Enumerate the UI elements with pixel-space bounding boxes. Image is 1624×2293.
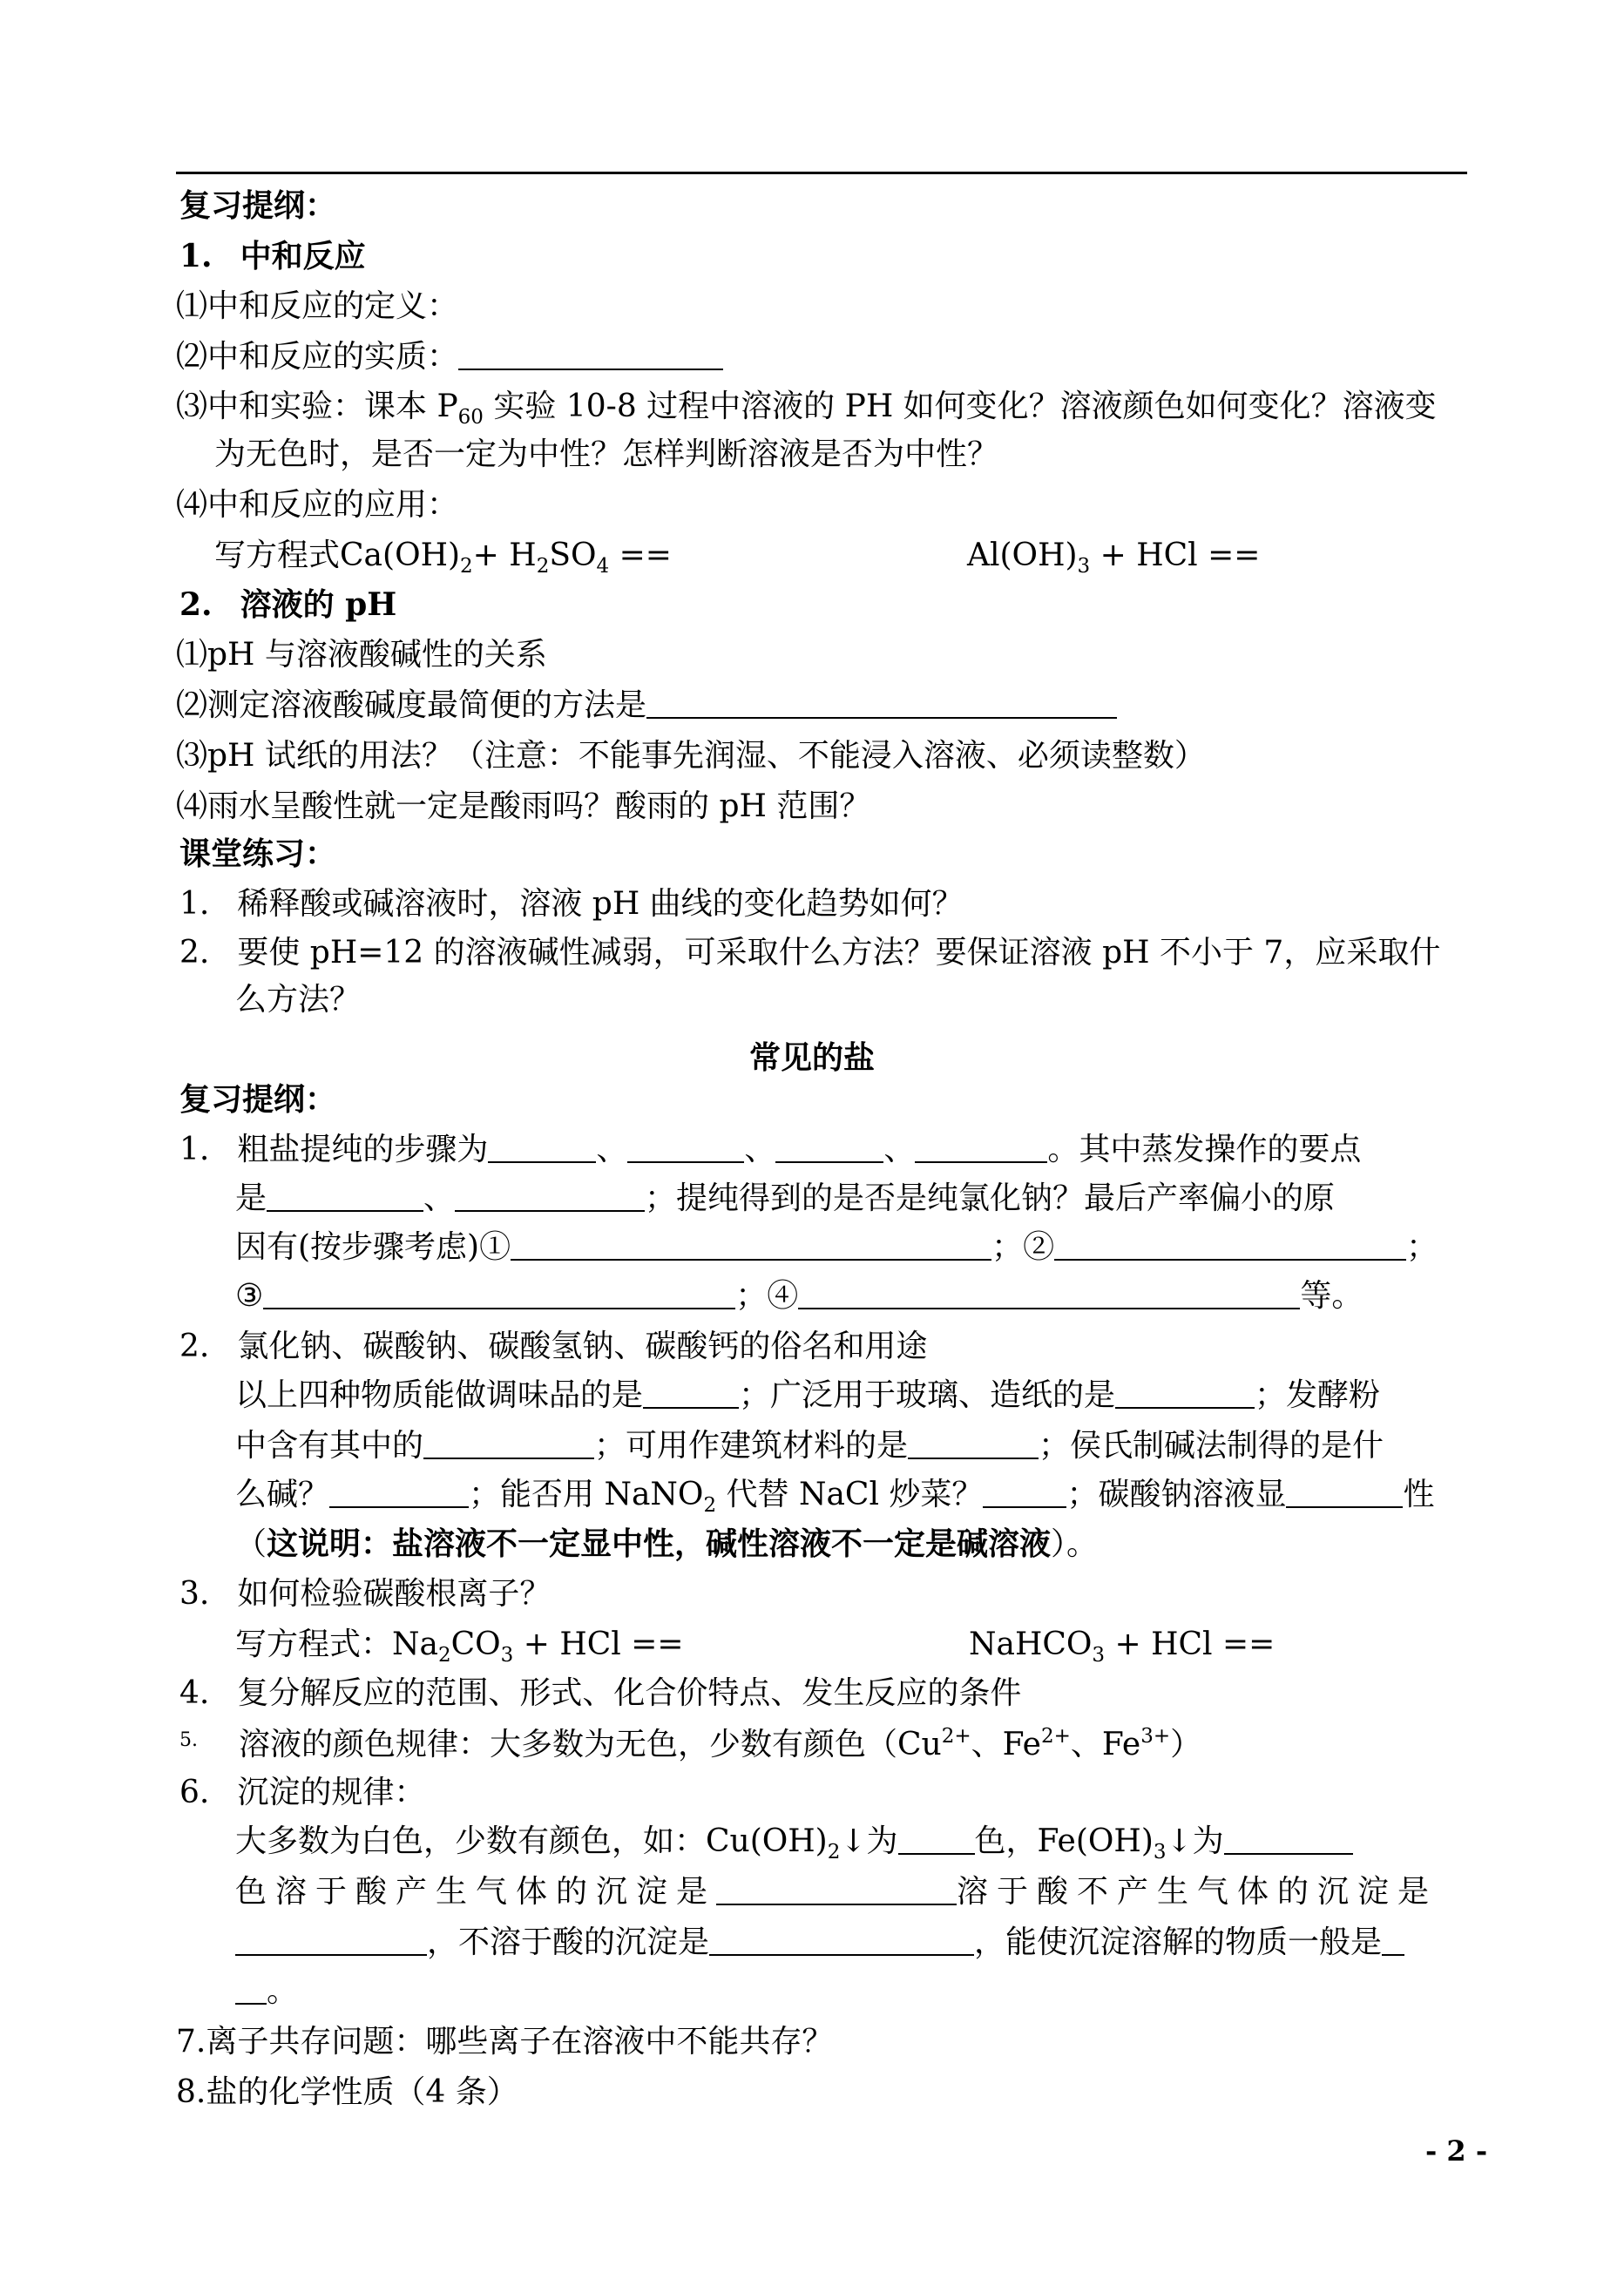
ph-paper-usage: ⑶pH 试纸的用法？（注意：不能事先润湿、不能浸入溶液、必须读整数） bbox=[176, 738, 1206, 774]
answer-blank[interactable] bbox=[1224, 1827, 1353, 1855]
answer-blank[interactable] bbox=[488, 1135, 596, 1163]
salt-purification-line-4: ③ ；④ 等。 bbox=[235, 1278, 1363, 1314]
answer-blank[interactable] bbox=[908, 1431, 1039, 1459]
item-2-title: 2. 溶液的 pH bbox=[179, 586, 397, 623]
acid-rain-question: ⑷雨水呈酸性就一定是酸雨吗？酸雨的 pH 范围？ bbox=[176, 788, 871, 824]
answer-blank[interactable] bbox=[716, 1877, 957, 1905]
neutralization-experiment-cont: 为无色时，是否一定为中性？怎样判断溶液是否为中性？ bbox=[214, 436, 999, 472]
solution-color-rule: 5. 溶液的颜色规律：大多数为无色，少数有颜色（$Cu^{2+}$、$Fe^{2+}$、$Fe^{3+}$） bbox=[179, 1725, 1202, 1762]
review-outline-heading: 复习提纲： bbox=[179, 187, 337, 224]
carbonate-equation-1: 写方程式：$Na_2CO_3$ + HCl == bbox=[235, 1627, 684, 1667]
salt-uses-line-4: 么碱？ ；能否用 NaNO$_2$ 代替 NaCl 炒菜？ ；碳酸钠溶液显 性 bbox=[235, 1477, 1435, 1517]
answer-blank[interactable] bbox=[627, 1135, 744, 1163]
ion-coexistence: 7.离子共存问题：哪些离子在溶液中不能共存？ bbox=[176, 2024, 834, 2060]
equation-line-2: $Al(OH)_3$ + HCl == bbox=[967, 538, 1261, 578]
salt-chemical-properties: 8.盐的化学性质（4 条） bbox=[176, 2074, 518, 2110]
answer-blank[interactable] bbox=[798, 1282, 1300, 1309]
practice-heading: 课堂练习： bbox=[179, 835, 337, 872]
salt-names-uses: 2. 氯化钠、碳酸钠、碳酸氢钠、碳酸钙的俗名和用途 bbox=[179, 1329, 928, 1364]
answer-blank[interactable] bbox=[1054, 1233, 1406, 1261]
answer-blank[interactable] bbox=[898, 1827, 975, 1855]
answer-blank[interactable] bbox=[1115, 1381, 1255, 1409]
practice-question-2-cont: 么方法？ bbox=[235, 982, 362, 1018]
neutralization-essence: ⑵中和反应的实质： bbox=[176, 342, 723, 373]
answer-blank[interactable] bbox=[458, 342, 723, 370]
answer-blank[interactable] bbox=[643, 1381, 739, 1409]
answer-blank[interactable] bbox=[423, 1431, 594, 1459]
carbonate-test-question: 3. 如何检验碳酸根离子？ bbox=[179, 1576, 551, 1612]
salt-uses-line-2: 以上四种物质能做调味品的是 ；广泛用于玻璃、造纸的是 ；发酵粉 bbox=[235, 1377, 1381, 1413]
answer-blank[interactable] bbox=[1382, 1928, 1404, 1956]
salt-purification-line-3: 因有(按步骤考虑)① ；② ； bbox=[235, 1229, 1438, 1265]
item-1-title: 1. 中和反应 bbox=[179, 238, 366, 274]
answer-blank[interactable] bbox=[511, 1233, 991, 1261]
practice-question-1: 1. 稀释酸或碱溶液时，溶液 pH 曲线的变化趋势如何？ bbox=[179, 886, 964, 922]
ph-measure-method: ⑵测定溶液酸碱度最简便的方法是 bbox=[176, 690, 1117, 721]
neutralization-definition: ⑴中和反应的定义： bbox=[176, 288, 459, 324]
answer-blank[interactable] bbox=[235, 1977, 267, 2005]
answer-blank[interactable] bbox=[915, 1135, 1047, 1163]
answer-blank[interactable] bbox=[1286, 1480, 1403, 1508]
answer-blank[interactable] bbox=[267, 1184, 423, 1212]
salt-uses-line-3: 中含有其中的 ；可用作建筑材料的是 ；侯氏制碱法制得的是什 bbox=[235, 1428, 1384, 1464]
practice-question-2: 2. 要使 pH=12 的溶液碱性减弱，可采取什么方法？要保证溶液 pH 不小于 7，应采取什 bbox=[179, 935, 1441, 971]
precipitate-rule-line-4: ，不溶于酸的沉淀是 ，能使沉淀溶解的物质一般是 bbox=[235, 1927, 1404, 1958]
salt-uses-note: （这说明：盐溶液不一定显中性，碱性溶液不一定是碱溶液）。 bbox=[235, 1525, 1099, 1562]
equation-line-1: 写方程式$Ca(OH)_2+ H_2SO_4$ == bbox=[214, 538, 672, 578]
double-decomposition: 4. 复分解反应的范围、形式、化合价特点、发生反应的条件 bbox=[179, 1675, 1022, 1711]
answer-blank[interactable] bbox=[983, 1480, 1066, 1508]
ph-relationship: ⑴pH 与溶液酸碱性的关系 bbox=[176, 637, 547, 673]
neutralization-experiment: ⑶中和实验：课本 $P_{60}$ 实验 10-8 过程中溶液的 PH 如何变化？溶液颜色如何变化？溶液变 bbox=[176, 389, 1437, 429]
section-title-common-salts: 常见的盐 bbox=[748, 1039, 875, 1076]
answer-blank[interactable] bbox=[646, 691, 1117, 719]
page-number: - 2 - bbox=[1425, 2134, 1488, 2168]
carbonate-equation-2: NaHCO$_3$ + HCl == bbox=[969, 1627, 1276, 1667]
answer-blank[interactable] bbox=[329, 1480, 469, 1508]
answer-blank[interactable] bbox=[263, 1282, 735, 1309]
salts-outline-heading: 复习提纲： bbox=[179, 1081, 337, 1118]
neutralization-application: ⑷中和反应的应用： bbox=[176, 487, 459, 523]
salt-purification-line-2: 是 、 ；提纯得到的是否是纯氯化钠？最后产率偏小的原 bbox=[235, 1180, 1336, 1216]
answer-blank[interactable] bbox=[455, 1184, 645, 1212]
answer-blank[interactable] bbox=[709, 1928, 974, 1956]
answer-blank[interactable] bbox=[235, 1928, 427, 1956]
header-rule bbox=[176, 172, 1467, 174]
precipitate-rule-line-5: 。 bbox=[235, 1976, 298, 2007]
precipitate-rule: 6. 沉淀的规律： bbox=[179, 1775, 426, 1810]
precipitate-rule-line-3: 色溶于酸产生气体的沉淀是 溶于酸不产生气体的沉淀是 bbox=[235, 1874, 1438, 1910]
salt-purification-line-1: 1. 粗盐提纯的步骤为 、 、 、 。其中蒸发操作的要点 bbox=[179, 1132, 1362, 1167]
precipitate-rule-line-2: 大多数为白色，少数有颜色，如：$Cu(OH)_2↓$为 色，$Fe(OH)_3↓$为 bbox=[235, 1826, 1353, 1863]
answer-blank[interactable] bbox=[775, 1135, 883, 1163]
